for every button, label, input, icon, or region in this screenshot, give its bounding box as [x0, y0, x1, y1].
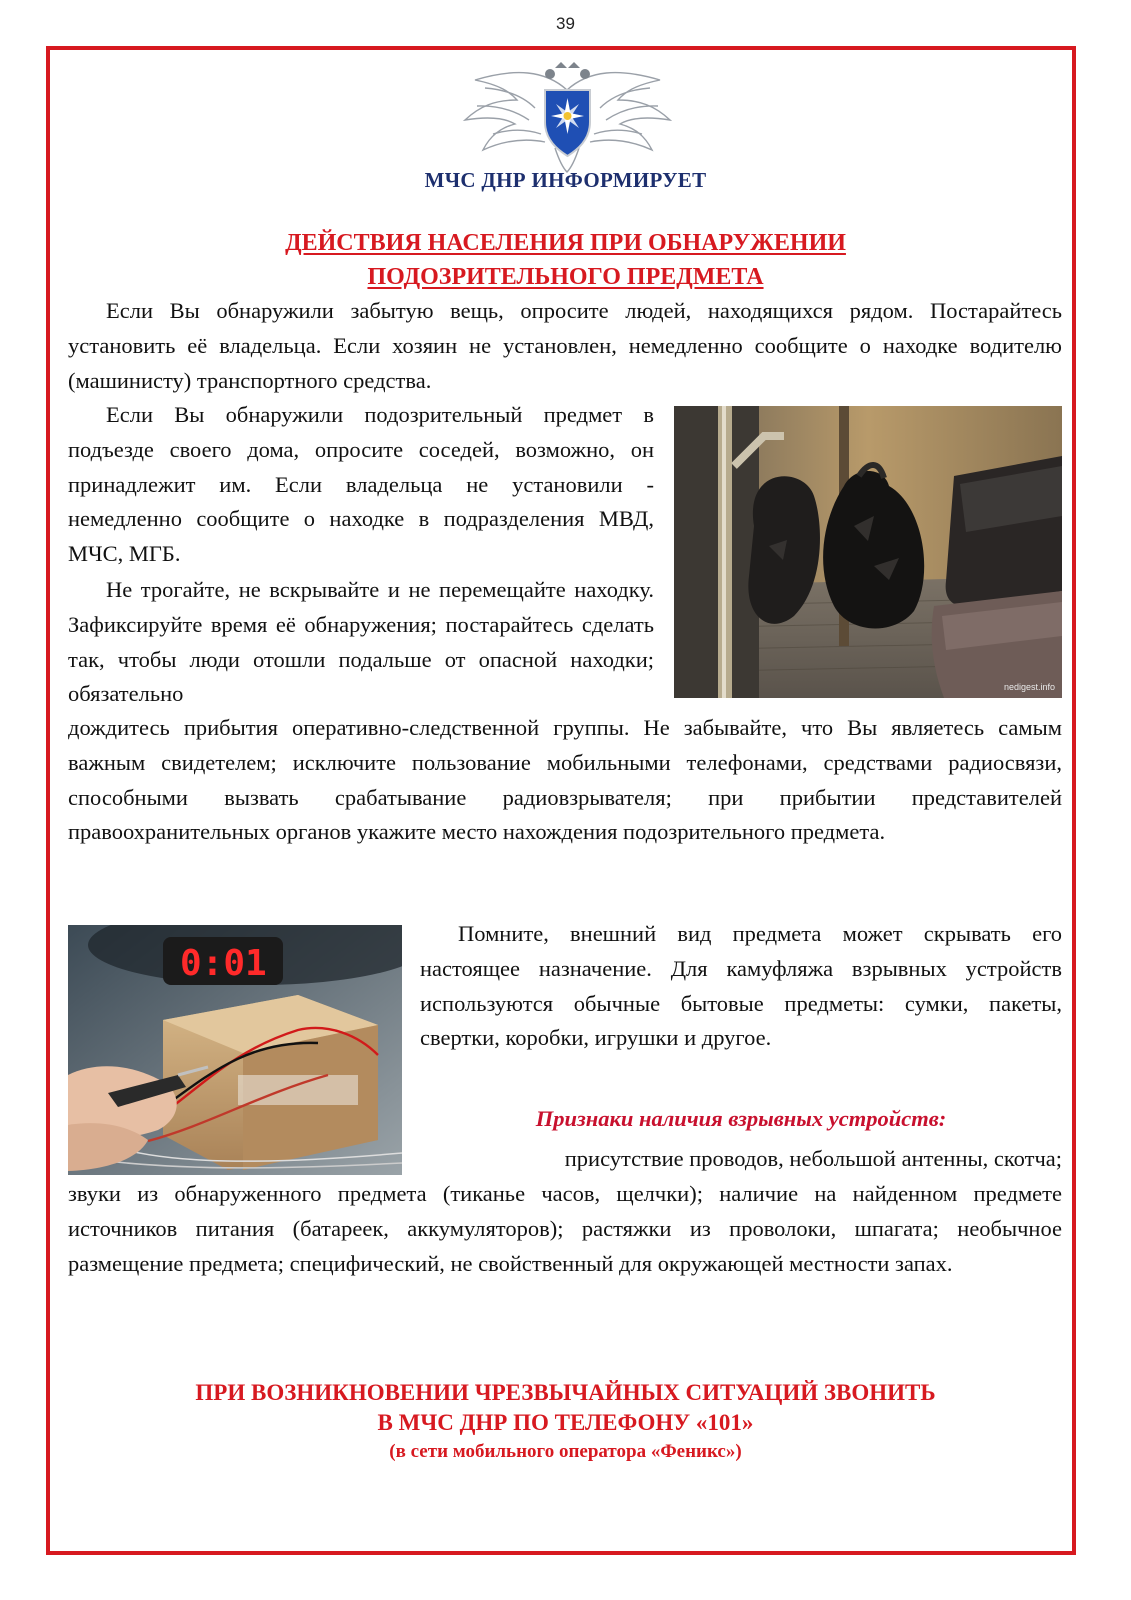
paragraph-camouflage [420, 917, 1062, 1056]
emergency-call-operator-note: (в сети мобильного оператора «Феникс») [389, 1441, 742, 1462]
document-title [0, 226, 1131, 294]
organization-heading: МЧС ДНР ИНФОРМИРУЕТ [424, 168, 707, 192]
paragraph-text: Если Вы обнаружили подозрительный предмет в подъезде своего дома, опросите соседей, возможно, он принадлежит им. Если владельца не установили - немедленно сообщите о находке в подразделения МВД, МЧС, МГБ. [68, 402, 654, 567]
emergency-call-line-2: В МЧС ДНР ПО ТЕЛЕФОНУ «101» [377, 1410, 754, 1435]
page-number: 39 [556, 14, 575, 33]
signs-heading: Признаки наличия взрывных устройств: [535, 1106, 947, 1131]
paragraph-text: присутствие проводов, небольшой антенны, скотча; [564, 1146, 1062, 1171]
device-photo-illustration [68, 925, 402, 1175]
photo-explosive-device-box [68, 925, 402, 1175]
paragraph-signs-part-1 [420, 1142, 1062, 1177]
paragraph-suspicious-item-entrance [68, 398, 654, 572]
bags-photo-illustration [674, 406, 1062, 698]
paragraph-do-not-touch [68, 573, 654, 712]
title-line-1: ДЕЙСТВИЯ НАСЕЛЕНИЯ ПРИ ОБНАРУЖЕНИИ [285, 230, 846, 256]
paragraph-wait-for-group [68, 711, 1062, 850]
emergency-call-line-1: ПРИ ВОЗНИКНОВЕНИИ ЧРЕЗВЫЧАЙНЫХ СИТУАЦИЙ ЗВОНИТЬ [195, 1380, 936, 1405]
mchs-eagle-emblem-icon [455, 60, 680, 175]
paragraph-text: дождитесь прибытия оперативно-следственной группы. Не забывайте, что Вы являетесь самым важным свидетелем; исключите пользование мобильными телефонами, средствами радиосвязи, способными вызвать срабатывание радиовзрывателя; при прибытии представителей правоохранительных органов укажите место нахождения подозрительного предмета. [68, 715, 1062, 845]
photo-bags-in-transport [674, 406, 1062, 698]
paragraph-text: звуки из обнаруженного предмета (тиканье часов, щелчки); наличие на найденном предмете источников питания (батареек, аккумуляторов); растяжки из проволоки, шпагата; необычное размещение предмета; специфический, не свойственный для окружающей местности запах. [68, 1181, 1062, 1276]
paragraph-text: Если Вы обнаружили забытую вещь, опросите людей, находящихся рядом. Постарайтесь установить её владельца. Если хозяин не установлен, немедленно сообщите о находке водителю (машинисту) транспортного средства. [68, 298, 1062, 393]
title-line-2: ПОДОЗРИТЕЛЬНОГО ПРЕДМЕТА [367, 264, 764, 290]
paragraph-text: Не трогайте, не вскрывайте и не перемещайте находку. Зафиксируйте время её обнаружения; постарайтесь сделать так, чтобы люди отошли подальше от опасной находки; обязательно [68, 577, 654, 707]
photo-watermark: nedigest.info [1004, 682, 1056, 692]
paragraph-forgotten-item [68, 294, 1062, 398]
paragraph-signs-part-2 [68, 1177, 1062, 1281]
paragraph-text: Помните, внешний вид предмета может скрывать его настоящее назначение. Для камуфляжа взрывных устройств используются обычные бытовые предметы: сумки, пакеты, свертки, коробки, игрушки и другое. [420, 921, 1062, 1051]
timer-display: 0:01 [180, 943, 267, 984]
